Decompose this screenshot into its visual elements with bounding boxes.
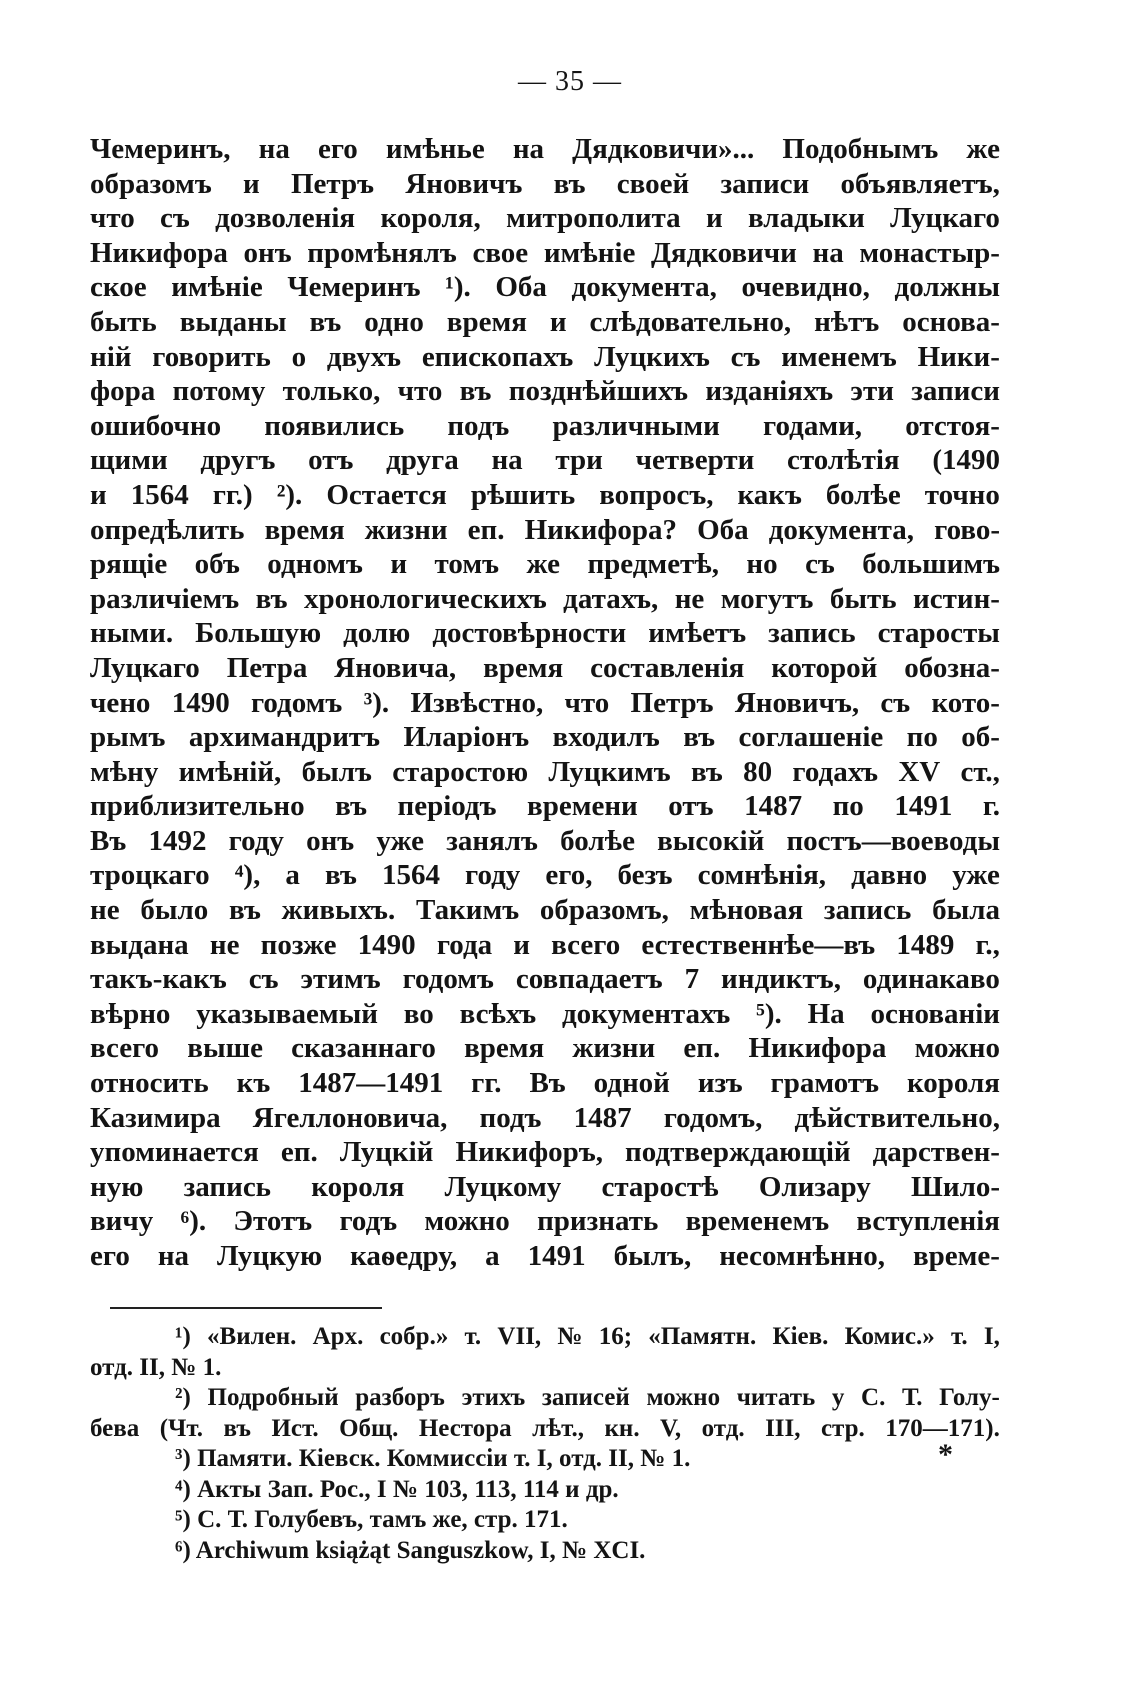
text-line: Луцкаго Петра Яновича, время составленія которой обозна- bbox=[90, 651, 1000, 684]
text-line: образомъ и Петръ Яновичъ въ своей записи объявляетъ, bbox=[90, 167, 1000, 200]
page-number: — 35 — bbox=[518, 66, 622, 97]
text-line: приблизительно въ періодъ времени отъ 1487 по 1491 г. bbox=[90, 790, 1000, 823]
footnote-line: ⁶) Archiwum książąt Sanguszkow, I, № XCI. bbox=[175, 1536, 646, 1564]
text-line: относить къ 1487—1491 гг. Въ одной изъ грамотъ короля bbox=[90, 1067, 1000, 1100]
text-line: опредѣлить время жизни еп. Никифора? Оба документа, гово- bbox=[90, 513, 1000, 546]
text-line: ными. Большую долю достовѣрности имѣетъ запись старосты bbox=[90, 617, 1000, 650]
text-line: упоминается еп. Луцкій Никифоръ, подтверждающій дарствен- bbox=[90, 1136, 1000, 1169]
text-line: Казимира Ягеллоновича, подъ 1487 годомъ, дѣйствительно, bbox=[90, 1101, 1000, 1134]
text-line: ную запись короля Луцкому старостѣ Олизару Шило- bbox=[90, 1170, 1000, 1203]
text-line: такъ-какъ съ этимъ годомъ совпадаетъ 7 индиктъ, одинакаво bbox=[90, 963, 1000, 996]
text-line: и 1564 гг.) ²). Остается рѣшить вопросъ, какъ болѣе точно bbox=[90, 478, 1000, 511]
text-line: ское имѣніе Чемеринъ ¹). Оба документа, очевидно, должны bbox=[90, 271, 1000, 304]
text-line: щими другъ отъ друга на три четверти столѣтія (1490 bbox=[90, 444, 1000, 477]
footnote-divider bbox=[110, 1307, 382, 1309]
footnote-line: бева (Чт. въ Ист. Общ. Нестора лѣт., кн. V, отд. III, стр. 170—171). bbox=[90, 1414, 1000, 1442]
text-line: рящіе объ одномъ и томъ же предметѣ, но съ большимъ bbox=[90, 548, 1000, 581]
text-line: Чемеринъ, на его имѣнье на Дядковичи»... Подобнымъ же bbox=[90, 133, 1000, 165]
footnote-line: ³) Памяти. Кіевск. Коммиссіи т. I, отд. II, № 1. bbox=[175, 1445, 691, 1472]
text-line: вичу ⁶). Этотъ годъ можно признать временемъ вступленія bbox=[90, 1205, 1000, 1238]
footnote-line: ⁵) С. Т. Голубевъ, тамъ же, стр. 171. bbox=[175, 1506, 568, 1533]
text-line: ній говорить о двухъ епископахъ Луцкихъ съ именемъ Ники- bbox=[90, 340, 1000, 373]
footnotes bbox=[90, 1322, 1000, 1566]
footnote-line: ¹) «Вилен. Арх. собр.» т. VII, № 16; «Памятн. Кіев. Комис.» т. I, bbox=[175, 1323, 1000, 1350]
text-line: Въ 1492 году онъ уже занялъ болѣе высокій постъ—воеводы bbox=[90, 824, 1000, 857]
text-line: быть выданы въ одно время и слѣдовательно, нѣтъ основа- bbox=[90, 305, 1000, 338]
text-line: вѣрно указываемый во всѣхъ документахъ ⁵). На основаніи bbox=[90, 997, 1000, 1030]
text-line: мѣну имѣній, былъ старостою Луцкимъ въ 80 годахъ XV ст., bbox=[90, 755, 1000, 788]
text-line: ошибочно появились подъ различными годами, отстоя- bbox=[90, 409, 1000, 442]
footnote-line: ²) Подробный разборъ этихъ записей можно читать у С. Т. Голу- bbox=[175, 1384, 1000, 1411]
text-line: Никифора онъ промѣнялъ свое имѣніе Дядковичи на монастыр- bbox=[90, 236, 1000, 269]
footnote-line: отд. II, № 1. bbox=[90, 1353, 222, 1381]
text-line: что съ дозволенія короля, митрополита и владыки Луцкаго bbox=[90, 202, 1000, 235]
text-line: всего выше сказаннаго время жизни еп. Никифора можно bbox=[90, 1032, 1000, 1065]
text-line: различіемъ въ хронологическихъ датахъ, не могутъ быть истин- bbox=[90, 582, 1000, 615]
text-line: рымъ архимандритъ Иларіонъ входилъ въ соглашеніе по об- bbox=[90, 721, 1000, 754]
footnote-line: ⁴) Акты Зап. Рос., I № 103, 113, 114 и др. bbox=[175, 1475, 619, 1503]
text-line: его на Луцкую каѳедру, а 1491 былъ, несомнѣнно, време- bbox=[90, 1240, 1000, 1272]
text-line: не было въ живыхъ. Такимъ образомъ, мѣновая запись была bbox=[90, 894, 1000, 927]
text-line: фора потому только, что въ позднѣйшихъ изданіяхъ эти записи bbox=[90, 375, 1000, 408]
main-text bbox=[90, 132, 1000, 1274]
text-line: чено 1490 годомъ ³). Извѣстно, что Петръ Яновичъ, съ кото- bbox=[90, 686, 1000, 719]
text-line: троцкаго ⁴), а въ 1564 году его, безъ сомнѣнія, давно уже bbox=[90, 859, 1000, 892]
text-line: выдана не позже 1490 года и всего естественнѣе—въ 1489 г., bbox=[90, 928, 1000, 961]
signature-mark: * bbox=[938, 1438, 953, 1471]
